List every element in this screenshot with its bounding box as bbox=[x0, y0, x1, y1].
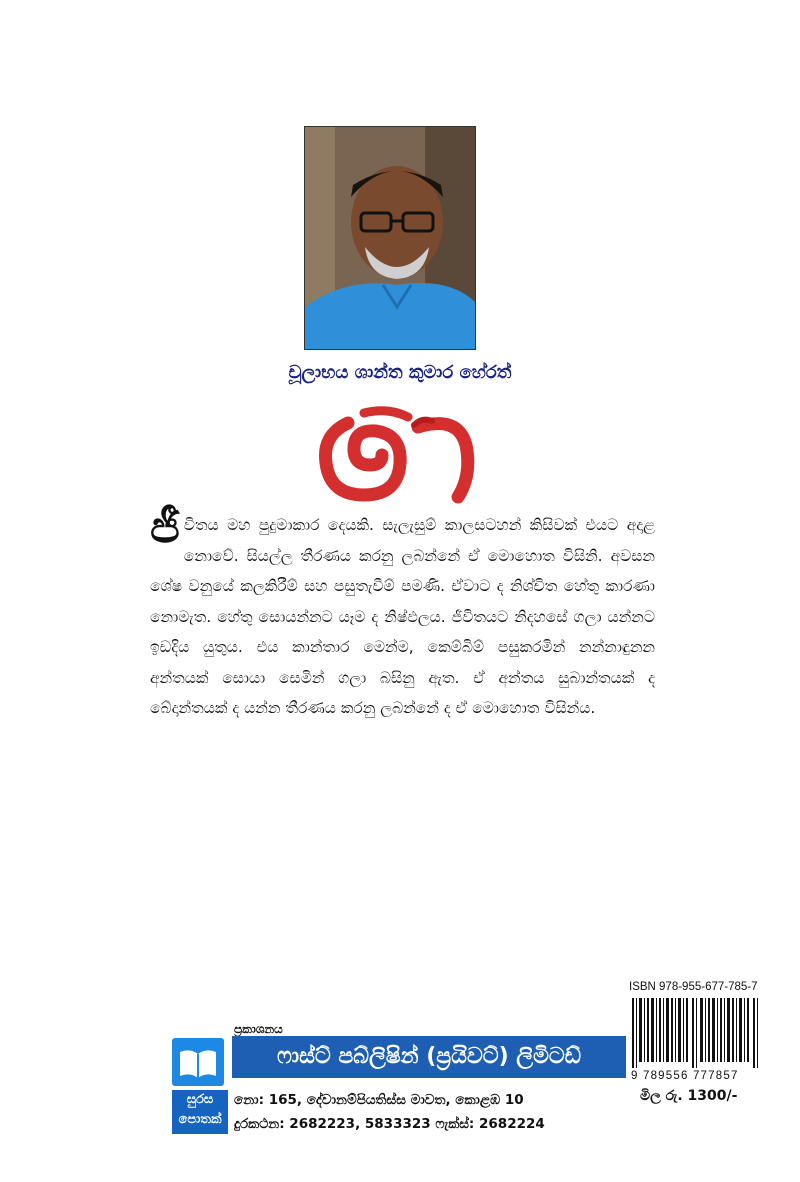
publisher-phone: දුරකථන: 2682223, 5833323 ෆැක්ස්: 2682224 bbox=[234, 1116, 545, 1132]
book-title-logo bbox=[318, 405, 482, 505]
publisher-name: ෆාස්ට් පබ්ලිෂින් (ප්‍රයිවට්) ලිමිටඩ් bbox=[232, 1036, 626, 1078]
price-label: මිල රු. 1300/- bbox=[640, 1088, 738, 1104]
isbn-label: ISBN 978-955-677-785-7 bbox=[629, 981, 758, 993]
publisher-logo-text bbox=[172, 1090, 228, 1134]
publisher-heading: ප්‍රකාශනය bbox=[234, 1022, 283, 1036]
author-photo bbox=[304, 126, 476, 350]
publisher-address: නො: 165, දේවානම්පියතිස්ස මාවත, කොළඹ 10 bbox=[234, 1092, 524, 1108]
back-cover-blurb bbox=[150, 502, 655, 724]
logo-line-1: සුරස bbox=[186, 1092, 214, 1107]
publisher-logo-book-icon bbox=[172, 1038, 224, 1086]
blurb-text: විතය මහ පුදුමාකාර දෙයකි. සැලැසුම් කාලසටහන් කිසිවක් එයට අදාළ නොවේ. සියල්ල තීරණය කරනු ලබන්නේ ඒ මොහොත විසිනි. අවසන ශේෂ වනුයේ කලකිරීම් සහ පසුතැවීම් පමණි. ඒවාට ද නිශ්චිත හේතු කාරණා නොමැත. හේතු සොයන්නට යෑම ද නිෂ්ඵලය. ජීවිතයට නිදහසේ ගලා යන්නට ඉඩදිය යුතුය. එය කාන්තාර මෙන්ම, කෙම්බිම් පසුකරමින් නන්නාඳුනන අන්තයක් සොයා සෙමින් ගලා බසිනු ඇත. ඒ අන්තය සුබාන්තයක් ද බේදාන්තයක් ද යන්න තීරණය කරනු ලබන්නේ ද ඒ මොහොත විසින්ය. bbox=[150, 516, 655, 717]
author-name: චූලාභය ශාන්ත කුමාර හේරත් bbox=[288, 362, 512, 383]
blurb-dropcap: ජී bbox=[150, 502, 180, 553]
isbn-barcode bbox=[632, 998, 760, 1068]
barcode-digits: 9 789556 777857 bbox=[631, 1070, 739, 1082]
logo-line-2: පොතක් bbox=[178, 1112, 222, 1127]
